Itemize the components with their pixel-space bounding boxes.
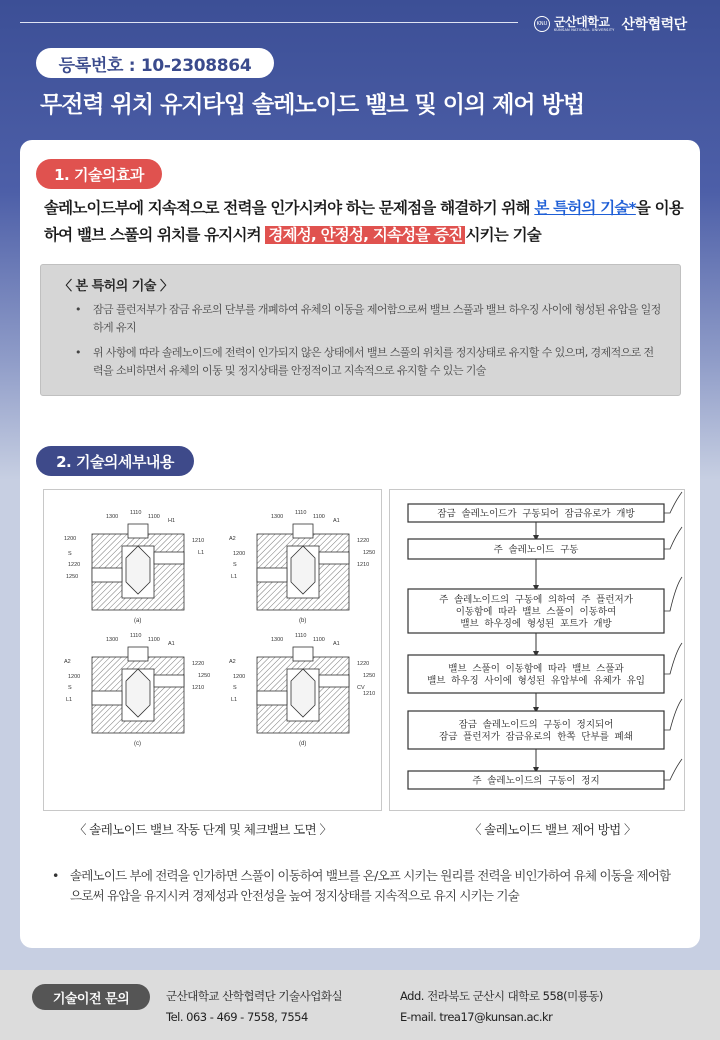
left-port (92, 691, 122, 705)
university-name-en: KUNSAN NATIONAL UNIVERSITY (554, 27, 615, 32)
step-leader-line (664, 492, 682, 513)
effect-summary: 솔레노이드부에 지속적으로 전력을 인가시켜야 하는 문제점을 해결하기 위해 본 특허의 기술*을 이용하여 밸브 스풀의 위치를 유지시켜 경제성, 안정성, 지속성을 증진 시키는 기술 (44, 199, 683, 244)
part-label: 1250 (363, 673, 376, 679)
step-leader-line (664, 699, 682, 730)
part-label: L1 (198, 550, 205, 556)
part-label: 1110 (295, 510, 307, 516)
part-label: 1100 (148, 637, 160, 643)
flow-step-text: 밸브 하우징 사이에 형성된 유압부에 유체가 유입 (427, 675, 645, 687)
valve-drawings (44, 490, 381, 810)
right-port (154, 552, 184, 564)
right-port (154, 675, 184, 687)
step-leader-line (664, 527, 682, 549)
university-emblem-icon: KNU (534, 16, 550, 32)
valve-drawing-panel (229, 633, 375, 747)
registration-number-badge: 등록번호 : 10-2308864 (36, 48, 274, 78)
university-name: 군산대학교 (554, 14, 610, 29)
flow-step-text: 잠금 솔레노이드의 구동이 정지되어 (458, 719, 614, 731)
panel-sublabel: (b) (299, 618, 307, 624)
page-title: 무전력 위치 유지타입 솔레노이드 밸브 및 이의 제어 방법 (40, 92, 585, 118)
patent-box-title: 〈 본 특허의 기술 〉 (59, 279, 173, 294)
flow-step-text: 주 솔레노이드의 구동에 의하여 주 플런저가 (439, 594, 633, 606)
flow-step-text: 밸브 하우징에 형성된 포트가 개방 (460, 618, 612, 630)
part-label: H1 (168, 518, 176, 524)
part-label: 1100 (313, 637, 325, 643)
part-label: 1220 (357, 538, 370, 544)
part-label: 1110 (295, 633, 307, 639)
part-label: L1 (231, 574, 238, 580)
left-port (257, 568, 287, 582)
part-label: 1110 (130, 633, 142, 639)
section-2-label: 2. 기술의세부내용 (36, 446, 194, 476)
contact-email[interactable]: E-mail. trea17@kunsan.ac.kr (400, 1010, 553, 1024)
patent-technology-link[interactable]: 본 특허의 기술* (534, 199, 636, 217)
part-label: 1210 (192, 538, 205, 544)
part-label: 1200 (233, 674, 246, 680)
detail-bullet: • 솔레노이드 부에 전력을 인가하면 스풀이 이동하여 밸브를 온/오프 시키는 원리를 전력을 비인가하여 유체 이동을 제어함으로써 유압을 유지시켜 경제성과 안전성을 높여 정지상태를 지속적으로 유지 시키는 기술 (52, 866, 672, 906)
part-label: 1200 (68, 674, 81, 680)
section-1-label: 1. 기술의효과 (36, 159, 162, 189)
figure-1-caption: 〈 솔레노이드 밸브 작동 단계 및 체크밸브 도면 〉 (74, 822, 332, 837)
panel-sublabel: (d) (299, 741, 307, 747)
part-label: S (68, 551, 72, 557)
part-label: 1100 (313, 514, 325, 520)
panel-sublabel: (c) (134, 741, 141, 747)
part-label: A1 (168, 641, 175, 647)
part-label: 1220 (68, 562, 81, 568)
part-label: S (233, 562, 237, 568)
part-label: 1210 (363, 691, 376, 697)
part-label: A1 (333, 641, 340, 647)
part-label: 1300 (106, 514, 119, 520)
flow-step-text: 잠금 솔레노이드가 구동되어 잠금유로가 개방 (437, 508, 635, 520)
part-label: L1 (231, 697, 238, 703)
patent-technology-box (40, 264, 681, 396)
flow-step-text: 이동함에 따라 밸브 스풀이 이동하여 (455, 606, 617, 618)
part-label: 1250 (198, 673, 211, 679)
part-label: 1200 (233, 551, 246, 557)
step-leader-line (664, 759, 682, 780)
flow-step-text: 주 솔레노이드 구동 (493, 544, 579, 556)
part-label: 1250 (66, 574, 79, 580)
panel-sublabel: (a) (134, 618, 142, 624)
part-label: L1 (66, 697, 73, 703)
control-flowchart (390, 490, 684, 810)
part-label: 1210 (357, 562, 370, 568)
contact-address: Add. 전라북도 군산시 대학로 558(미룡동) (400, 989, 603, 1003)
part-label: 1200 (64, 536, 77, 542)
part-label: 1210 (192, 685, 205, 691)
flow-step-text: 밸브 스풀이 이동함에 따라 밸브 스풀과 (448, 663, 624, 675)
valve-drawing-panel (229, 510, 375, 624)
part-label: A2 (229, 659, 236, 665)
part-label: 1300 (271, 514, 284, 520)
contact-org: 군산대학교 산학협력단 기술사업화실 (166, 989, 343, 1003)
solenoid-block (128, 647, 148, 661)
list-item: • 위 사항에 따라 솔레노이드에 전력이 인가되지 않은 상태에서 밸브 스풀의 위치를 정지상태로 유지할 수 있으며, 경제적으로 전력을 소비하면서 유체의 이동 및 정지상태를 안정적이고 지속적으로 유지할 수 있는 기술 (73, 344, 663, 380)
solenoid-block (128, 524, 148, 538)
right-port (319, 552, 349, 564)
step-leader-line (664, 643, 682, 674)
list-item: • 잠금 플런저부가 잠금 유로의 단부를 개폐하여 유체의 이동을 제어함으로써 밸브 스풀과 밸브 하우징 사이에 형성된 유압을 일정하게 유지 (73, 301, 663, 337)
header-divider (20, 22, 518, 23)
part-label: 1110 (130, 510, 142, 516)
step-leader-line (664, 577, 682, 611)
part-label: A2 (64, 659, 71, 665)
control-flowchart-figure (389, 489, 685, 811)
part-label: S (68, 685, 72, 691)
valve-drawing-panel (64, 633, 210, 747)
university-logo (534, 14, 687, 34)
part-label: 1100 (148, 514, 160, 520)
patent-box-list (73, 301, 663, 387)
part-label: A2 (229, 536, 236, 542)
left-port (92, 568, 122, 582)
right-port (319, 675, 349, 687)
solenoid-block (293, 524, 313, 538)
part-label: 1300 (106, 637, 119, 643)
part-label: S (233, 685, 237, 691)
valve-drawing-panel (64, 510, 204, 624)
valve-drawing-figure (43, 489, 382, 811)
contact-tel: Tel. 063 - 469 - 7558, 7554 (166, 1010, 308, 1024)
part-label: CV (357, 685, 365, 691)
part-label: 1220 (192, 661, 205, 667)
part-label: 1220 (357, 661, 370, 667)
part-label: A1 (333, 518, 340, 524)
flow-step-text: 잠금 플런저가 잠금유로의 한쪽 단부를 폐쇄 (439, 731, 633, 743)
left-port (257, 691, 287, 705)
figure-2-caption: 〈 솔레노이드 밸브 제어 방법 〉 (469, 822, 636, 837)
part-label: 1250 (363, 550, 376, 556)
part-label: 1300 (271, 637, 284, 643)
highlight-benefits: 경제성, 안정성, 지속성을 증진 (265, 226, 465, 244)
contact-label: 기술이전 문의 (32, 984, 150, 1010)
organization-name: 산학협력단 (621, 17, 687, 33)
solenoid-block (293, 647, 313, 661)
flow-step-text: 주 솔레노이드의 구동이 정지 (472, 775, 600, 787)
